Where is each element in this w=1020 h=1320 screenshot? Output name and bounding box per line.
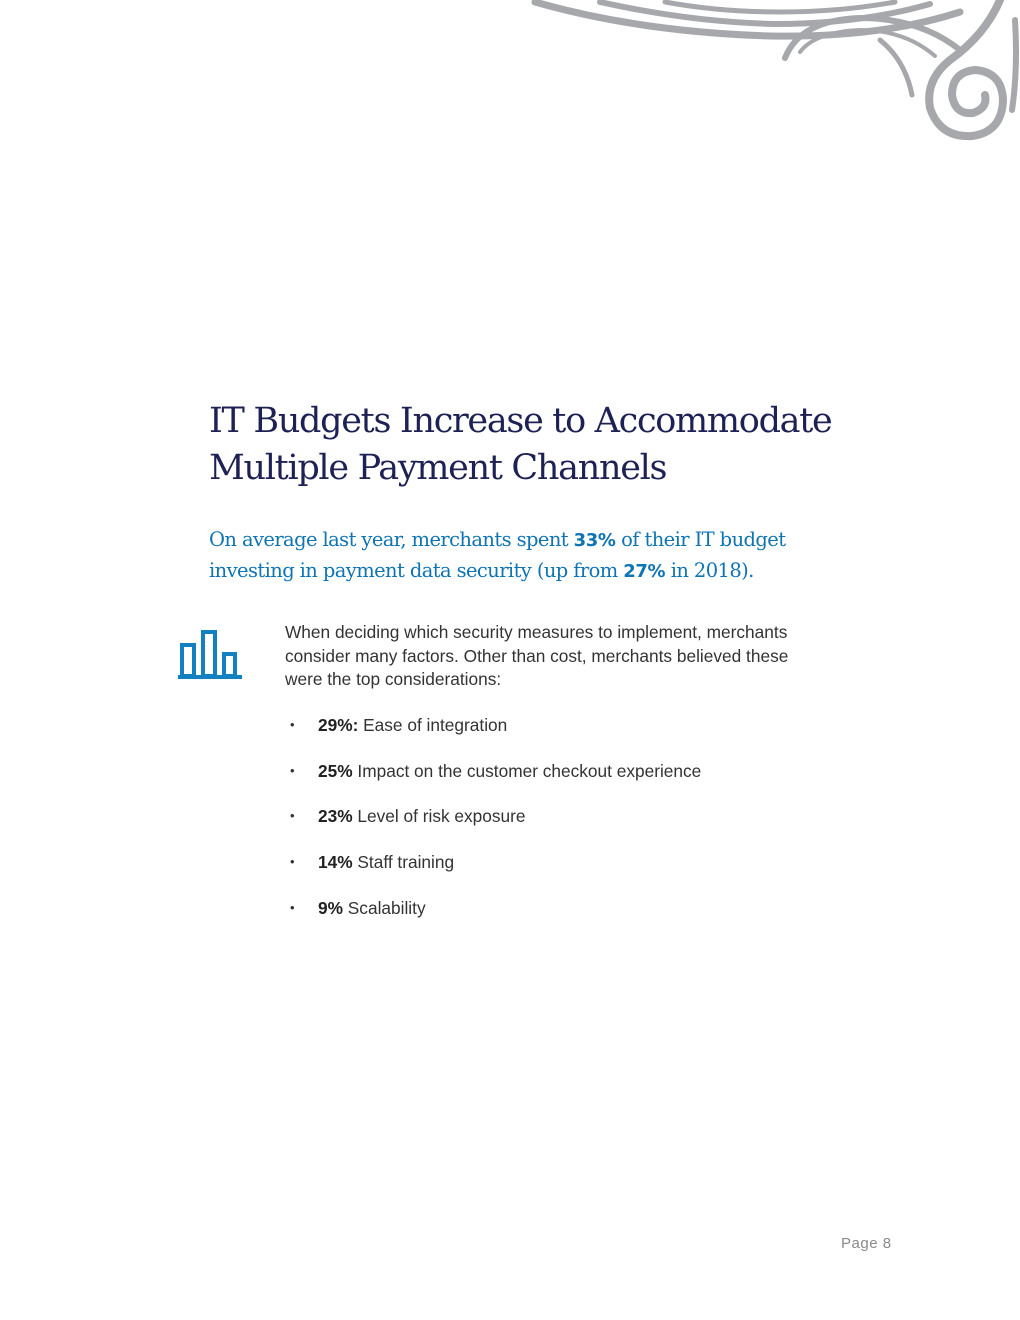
key-statistic-text: On average last year, merchants spent: [209, 528, 574, 551]
list-item: [290, 850, 701, 896]
bullet-icon: •: [290, 762, 295, 778]
list-item: [290, 759, 701, 805]
list-item: [290, 896, 701, 942]
key-statistic: [209, 525, 849, 587]
intro-line: When deciding which security measures to implement, merchants: [285, 622, 788, 642]
factor-percent: 29%:: [318, 715, 359, 735]
factor-percent: 23%: [318, 806, 353, 827]
factor-label: Level of risk exposure: [352, 806, 526, 827]
bar-chart-icon: [176, 628, 244, 682]
bullet-icon: •: [290, 717, 295, 732]
page-title: [209, 398, 849, 492]
key-statistic-text: of their IT budget: [615, 528, 786, 551]
key-statistic-value: 33%: [573, 530, 616, 551]
key-statistic-line-1: [209, 525, 849, 556]
factor-percent: 25%: [318, 760, 353, 781]
title-line-1: IT Budgets Increase to Accommodate: [209, 401, 832, 441]
page-number: Page 8: [841, 1235, 892, 1252]
factor-label: Staff training: [352, 852, 455, 873]
factor-percent: 9%: [318, 897, 343, 918]
factor-label: Scalability: [342, 897, 426, 918]
intro-line: were the top considerations:: [285, 669, 502, 689]
key-statistic-line-2: [209, 556, 849, 587]
factor-label: Ease of integration: [358, 715, 508, 735]
considerations-list: [290, 713, 701, 941]
bullet-icon: •: [290, 899, 295, 915]
key-statistic-text: investing in payment data security (up from: [209, 559, 624, 582]
key-statistic-value: 27%: [623, 561, 666, 582]
factor-label: Impact on the customer checkout experience: [352, 760, 702, 781]
bullet-icon: •: [290, 854, 295, 870]
key-statistic-text: in 2018).: [665, 559, 754, 582]
title-line-2: Multiple Payment Channels: [209, 448, 667, 488]
decorative-scroll-ornament: [520, 0, 1020, 145]
bullet-icon: •: [290, 808, 295, 824]
list-item: [290, 804, 701, 850]
factor-percent: 14%: [318, 852, 353, 873]
intro-paragraph: [285, 621, 855, 692]
list-item: [290, 713, 701, 759]
intro-line: consider many factors. Other than cost, merchants believed these: [285, 645, 789, 666]
